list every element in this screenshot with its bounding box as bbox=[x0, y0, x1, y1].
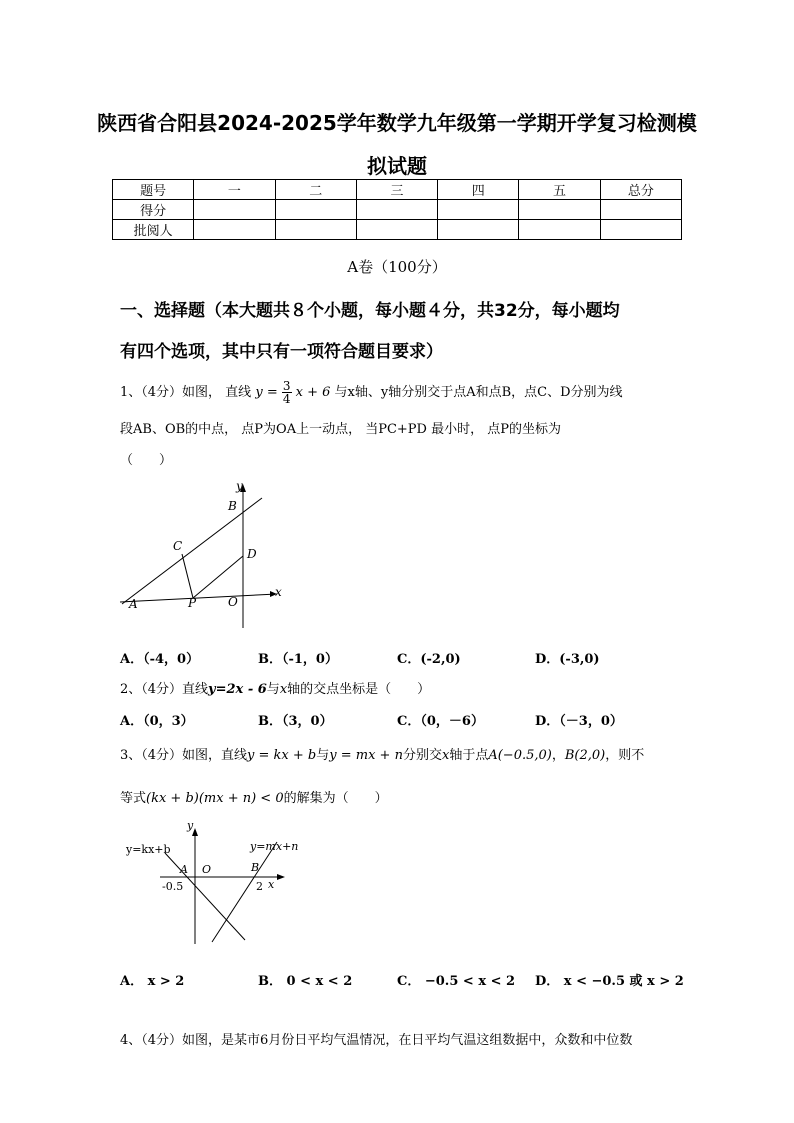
part-one-heading-line1: 一、选择题（本大题共８个小题，每小题４分，共32分，每小题均 bbox=[120, 301, 620, 321]
q3-suffix: ，则不 bbox=[605, 748, 645, 763]
grader-cell[interactable] bbox=[194, 220, 275, 240]
q1-line2: 段AB、OB的中点， 点P为OA上一动点， 当PC+PD 最小时， 点P的坐标为 bbox=[120, 422, 561, 437]
row-label: 得分 bbox=[113, 200, 194, 220]
x-axis bbox=[120, 594, 277, 602]
q3-line2-b: 的解集为（ ） bbox=[283, 791, 388, 806]
part-one-heading-line2: 有四个选项，其中只有一项符合题目要求） bbox=[120, 342, 443, 362]
section-a-heading: A卷（100分） bbox=[347, 258, 447, 276]
label-y: y bbox=[187, 820, 194, 832]
score-table-header-row bbox=[113, 180, 682, 200]
grader-cell[interactable] bbox=[275, 220, 356, 240]
q3-x: x bbox=[441, 748, 450, 763]
q1-suffix: 与x轴、y轴分别交于点A和点B，点C、D分别为线 bbox=[334, 385, 623, 400]
q3-option-b[interactable]: B． 0 < x < 2 bbox=[258, 974, 353, 989]
q3-point-a: A(−0.5,0) bbox=[488, 748, 552, 763]
q1-prefix: 1、（4分）如图， 直线 bbox=[120, 385, 252, 400]
label-line1: y=kx+b bbox=[126, 843, 171, 856]
exam-title-line1: 陕西省合阳县2024-2025学年数学九年级第一学期开学复习检测模 bbox=[97, 111, 697, 135]
q1-option-d[interactable]: D．(-3,0) bbox=[535, 652, 600, 667]
label-b: B bbox=[228, 499, 237, 513]
q2-x: x bbox=[279, 682, 288, 697]
q4-stem: 4、（4分）如图，是某市6月份日平均气温情况，在日平均气温这组数据中，众数和中位数 bbox=[120, 1033, 633, 1048]
q1-eq-y: y bbox=[255, 385, 263, 400]
label-a: A bbox=[180, 863, 188, 876]
q2-option-b[interactable]: B．（3，0） bbox=[258, 714, 333, 729]
q3-eq1: y = kx + b bbox=[247, 748, 317, 763]
score-cell[interactable] bbox=[356, 200, 437, 220]
label-p: P bbox=[188, 596, 197, 610]
label-o: O bbox=[228, 595, 238, 609]
q2-text-c: 轴的交点坐标是（ ） bbox=[287, 682, 431, 697]
q1-frac-num: 3 bbox=[282, 379, 291, 393]
q1-figure bbox=[112, 476, 292, 634]
label-a: A bbox=[129, 597, 138, 611]
line-ab bbox=[122, 498, 262, 604]
q2-stem bbox=[120, 678, 430, 697]
score-cell[interactable] bbox=[519, 200, 600, 220]
q1-line1: 1、（4分）如图， 直线 y = $\frac{3}{4}$ x + 6 与x轴、y轴分别交于点A和点B，点C、D分别为线 bbox=[120, 379, 623, 406]
score-cell[interactable] bbox=[600, 200, 681, 220]
label-c: C bbox=[173, 539, 183, 553]
score-table bbox=[112, 179, 682, 240]
header-cell: 三 bbox=[356, 180, 437, 200]
grader-cell[interactable] bbox=[438, 220, 519, 240]
label-y: y bbox=[236, 479, 243, 493]
q1-option-c[interactable]: C．(-2,0) bbox=[397, 652, 461, 667]
q2-option-d[interactable]: D．（－3，0） bbox=[535, 714, 623, 729]
q2-equation: y=2x - 6 bbox=[208, 682, 267, 697]
header-cell: 一 bbox=[194, 180, 275, 200]
q1-eq-rest: x + 6 bbox=[295, 385, 331, 400]
q1-fraction bbox=[282, 380, 292, 405]
label-b: B bbox=[251, 861, 260, 874]
q3-mid1: 与 bbox=[316, 748, 330, 763]
q3-line2 bbox=[120, 787, 388, 806]
segment-pd bbox=[193, 556, 243, 598]
header-cell: 二 bbox=[275, 180, 356, 200]
q3-point-b: B(2,0) bbox=[564, 748, 606, 763]
q3-line2-a: 等式 bbox=[120, 791, 147, 806]
grader-row bbox=[113, 220, 682, 240]
q3-mid2: 分别交 bbox=[402, 748, 442, 763]
label-o: O bbox=[202, 863, 212, 876]
label-two: 2 bbox=[256, 880, 263, 893]
q3-figure bbox=[120, 820, 310, 950]
q2-text-b: 与 bbox=[266, 682, 280, 697]
q3-option-d[interactable]: D． x < −0.5 或 x > 2 bbox=[535, 974, 684, 989]
header-cell: 题号 bbox=[113, 180, 194, 200]
score-cell[interactable] bbox=[275, 200, 356, 220]
header-cell: 五 bbox=[519, 180, 600, 200]
q3-sep: ， bbox=[551, 748, 565, 763]
q3-eq2: y = mx + n bbox=[329, 748, 403, 763]
q1-frac-den: 4 bbox=[282, 392, 291, 406]
q1-option-b[interactable]: B．（-1，0） bbox=[258, 652, 338, 667]
q2-option-a[interactable]: A．（0，3） bbox=[120, 714, 194, 729]
q3-option-a[interactable]: A． x > 2 bbox=[120, 974, 185, 989]
score-row bbox=[113, 200, 682, 220]
q3-prefix: 3、（4分）如图，直线 bbox=[120, 748, 248, 763]
q1-line3: （ ） bbox=[120, 453, 173, 468]
q2-option-c[interactable]: C．（0，－6） bbox=[397, 714, 484, 729]
header-cell: 总分 bbox=[600, 180, 681, 200]
label-neg-half: -0.5 bbox=[162, 880, 184, 893]
q3-option-c[interactable]: C． −0.5 < x < 2 bbox=[397, 974, 516, 989]
q2-text-a: 2、（4分）直线 bbox=[120, 682, 209, 697]
label-line2: y=mx+n bbox=[250, 840, 299, 853]
q3-mid3: 轴于点 bbox=[449, 748, 489, 763]
grader-cell[interactable] bbox=[356, 220, 437, 240]
exam-title-line2: 拟试题 bbox=[367, 154, 427, 178]
line-mx-n bbox=[212, 842, 277, 942]
label-x: x bbox=[268, 878, 275, 891]
label-d: D bbox=[247, 547, 257, 561]
grader-cell[interactable] bbox=[600, 220, 681, 240]
q3-inequality: (kx + b)(mx + n) < 0 bbox=[146, 791, 284, 806]
label-x: x bbox=[275, 585, 282, 599]
q1-option-a[interactable]: A．（-4，0） bbox=[120, 652, 200, 667]
x-axis-arrow bbox=[277, 874, 285, 880]
header-cell: 四 bbox=[438, 180, 519, 200]
score-cell[interactable] bbox=[438, 200, 519, 220]
segment-pc bbox=[182, 554, 193, 598]
score-cell[interactable] bbox=[194, 200, 275, 220]
row-label: 批阅人 bbox=[113, 220, 194, 240]
q3-line1 bbox=[120, 744, 644, 763]
grader-cell[interactable] bbox=[519, 220, 600, 240]
